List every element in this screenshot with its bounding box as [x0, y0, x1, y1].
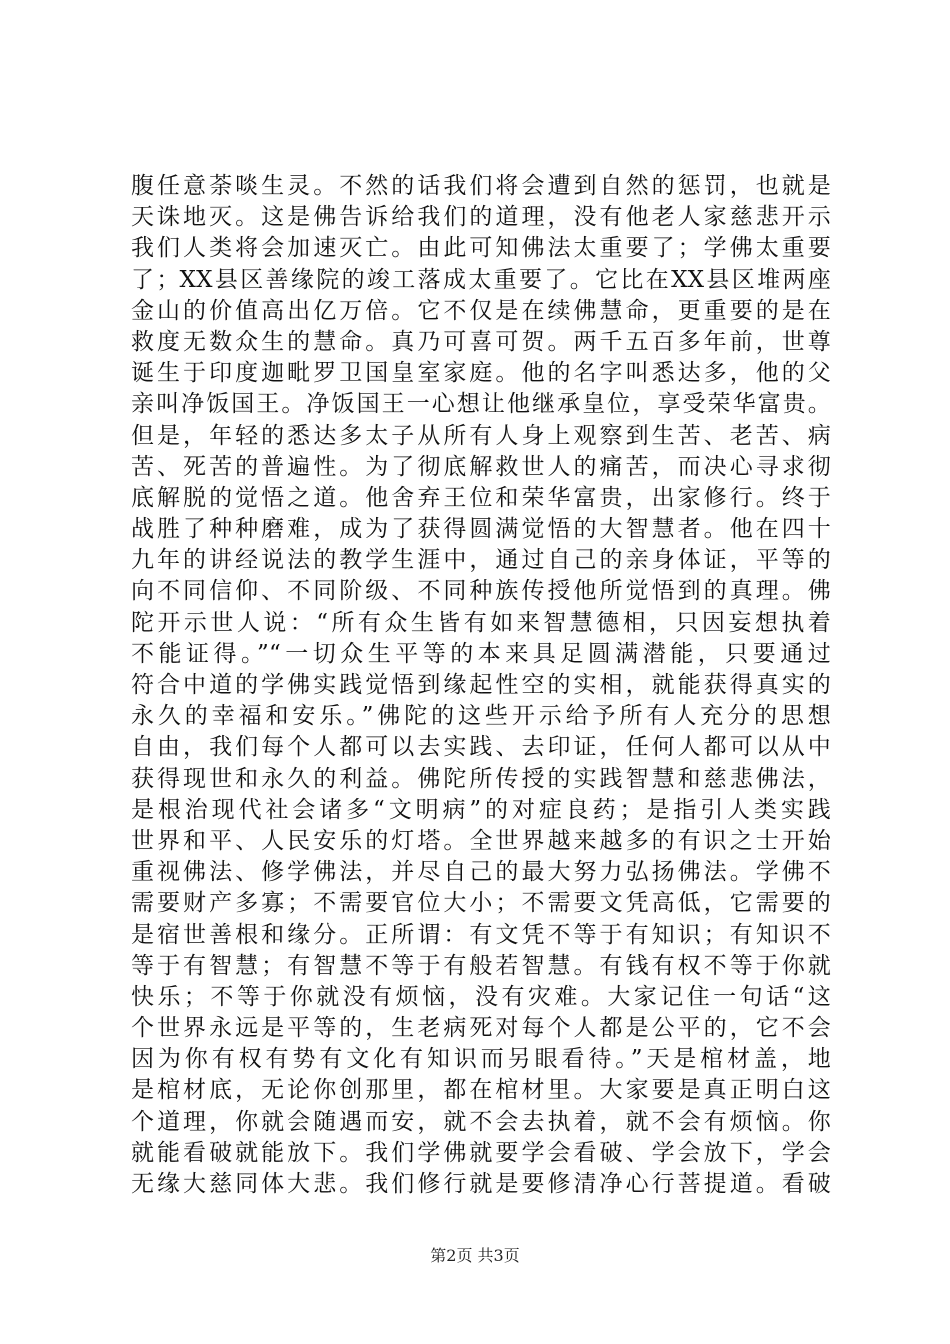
text-line: 苦、死苦的普遍性。为了彻底解救世人的痛苦，而决心寻求彻 [131, 453, 831, 480]
text-line: 诞生于印度迦毗罗卫国皇室家庭。他的名字叫悉达多，他的父 [131, 360, 831, 387]
text-line: 战胜了种种磨难，成为了获得圆满觉悟的大智慧者。他在四十 [131, 516, 831, 543]
text-line: 等于有智慧；有智慧不等于有般若智慧。有钱有权不等于你就 [131, 952, 831, 979]
page-footer: 第2页 共3页 [430, 1246, 520, 1265]
text-line: 个世界永远是平等的，生老病死对每个人都是公平的，它不会 [131, 1015, 831, 1042]
text-line: 九年的讲经说法的教学生涯中，通过自己的亲身体证，平等的 [131, 547, 831, 574]
text-line: 符合中道的学佛实践觉悟到缘起性空的实相，就能获得真实的 [131, 672, 831, 698]
text-line: 永久的幸福和安乐。”佛陀的这些开示给予所有人充分的思想 [131, 703, 831, 730]
text-line: 因为你有权有势有文化有知识而另眼看待。”天是棺材盖，地 [131, 1046, 831, 1073]
text-line: 但是，年轻的悉达多太子从所有人身上观察到生苦、老苦、病 [131, 422, 831, 449]
text-line: 天诛地灭。这是佛告诉给我们的道理，没有他老人家慈悲开示 [131, 204, 831, 231]
text-line: 是棺材底，无论你创那里，都在棺材里。大家要是真正明白这 [131, 1077, 831, 1104]
text-line: 无缘大慈同体大悲。我们修行就是要修清净心行菩提道。看破 [131, 1171, 831, 1197]
text-line: 陀开示世人说：“所有众生皆有如来智慧德相，只因妄想执着 [131, 609, 831, 636]
text-line: 向不同信仰、不同阶级、不同种族传授他所觉悟到的真理。佛 [131, 578, 831, 605]
text-line: 是宿世善根和缘分。正所谓：有文凭不等于有知识；有知识不 [131, 921, 831, 948]
text-line: 就能看破就能放下。我们学佛就要学会看破、学会放下，学会 [131, 1139, 831, 1166]
body-text [131, 171, 831, 1200]
text-line: 个道理，你就会随遇而安，就不会去执着，就不会有烦恼。你 [131, 1108, 831, 1135]
text-line: 世界和平、人民安乐的灯塔。全世界越来越多的有识之士开始 [131, 827, 831, 854]
text-line: 亲叫净饭国王。净饭国王一心想让他继承皇位，享受荣华富贵。 [131, 391, 831, 418]
text-line: 获得现世和永久的利益。佛陀所传授的实践智慧和慈悲佛法， [131, 765, 831, 792]
text-line: 需要财产多寡；不需要官位大小；不需要文凭高低，它需要的 [131, 890, 831, 917]
text-line: 腹任意荼啖生灵。不然的话我们将会遭到自然的惩罚，也就是 [131, 173, 831, 199]
text-line: 不能证得。”“一切众生平等的本来具足圆满潜能，只要通过 [131, 640, 831, 667]
text-line: 是根治现代社会诸多“文明病”的对症良药；是指引人类实践 [131, 796, 831, 823]
text-line: 重视佛法、修学佛法，并尽自己的最大努力弘扬佛法。学佛不 [131, 859, 831, 886]
text-line: 救度无数众生的慧命。真乃可喜可贺。两千五百多年前，世尊 [131, 328, 831, 355]
text-line: 快乐；不等于你就没有烦恼，没有灾难。大家记住一句话“这 [131, 983, 831, 1010]
text-line: 了；XX县区善缘院的竣工落成太重要了。它比在XX县区堆两座 [131, 266, 831, 293]
text-line: 底解脱的觉悟之道。他舍弃王位和荣华富贵，出家修行。终于 [131, 484, 831, 511]
text-line: 自由，我们每个人都可以去实践、去印证，任何人都可以从中 [131, 734, 831, 761]
text-line: 我们人类将会加速灭亡。由此可知佛法太重要了；学佛太重要 [131, 235, 831, 262]
text-line: 金山的价值高出亿万倍。它不仅是在续佛慧命，更重要的是在 [131, 297, 831, 324]
